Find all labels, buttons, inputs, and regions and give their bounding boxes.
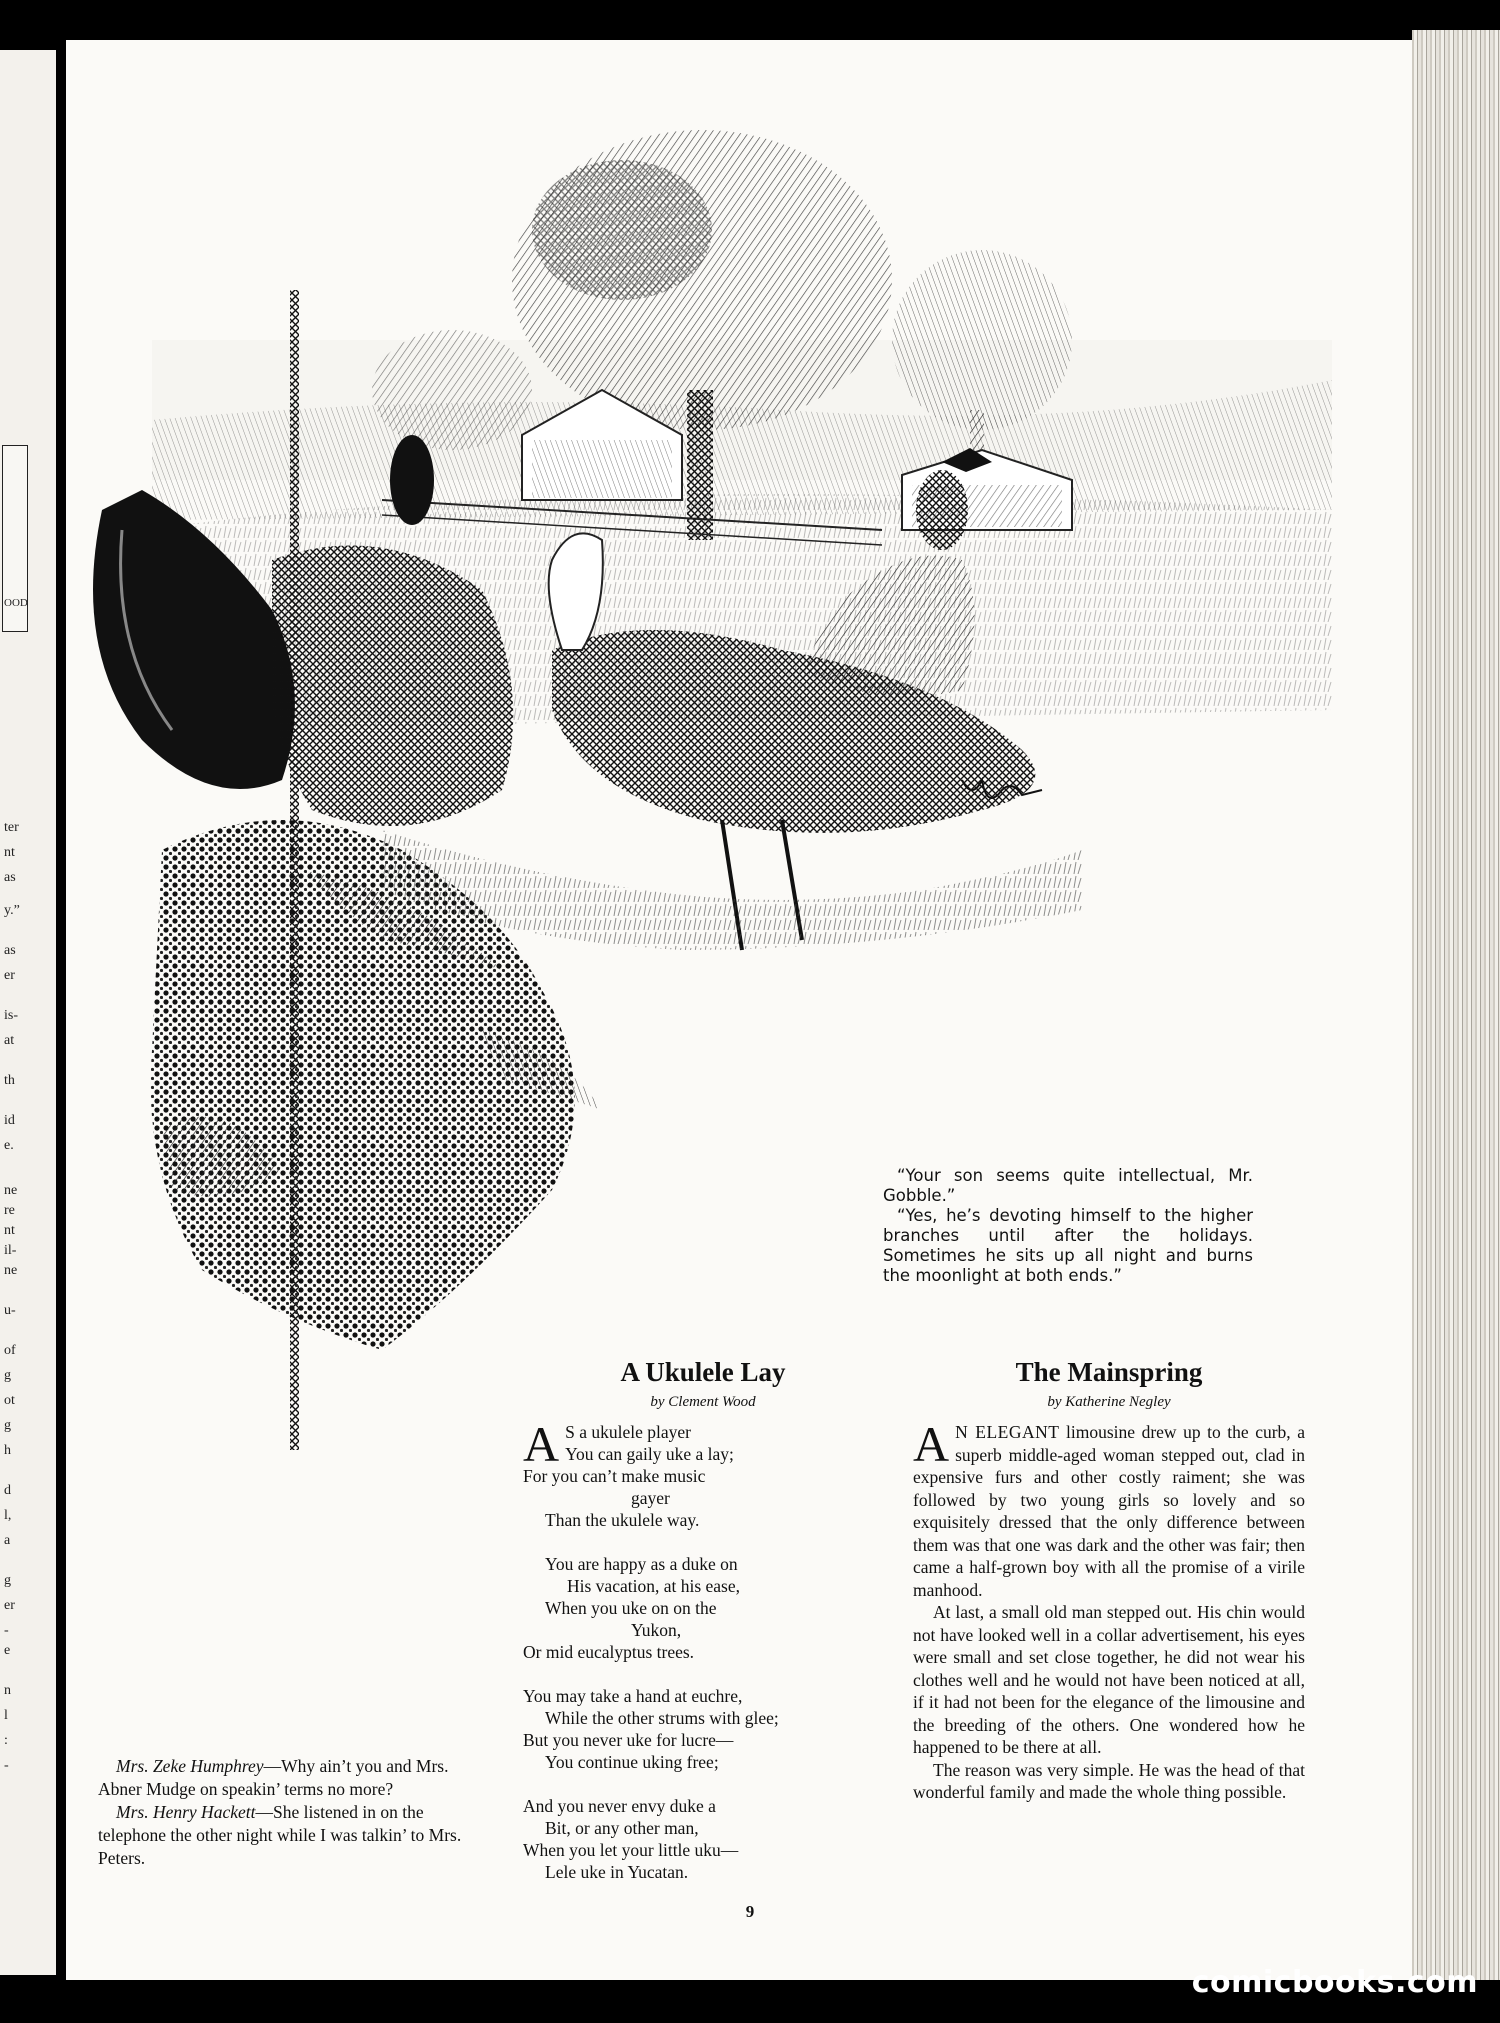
poem-line: S a ukulele player	[565, 1422, 691, 1442]
story-paragraph: A N ELEGANT limousine drew up to the curb, a superb middle-aged woman stepped out, clad in expensive furs and other costly raiment; she was followed by two young girls so lovely and so exquisitely dressed that the only difference between them was that one was dark and the other was fair; then came a half-grown boy with all the promise of a virile manhood.	[913, 1416, 1305, 1600]
page-number: 9	[745, 1902, 755, 1921]
adjacent-page-label: OOD	[4, 597, 28, 609]
poem-line: You continue uking free;	[545, 1752, 719, 1772]
joke-line: Mrs. Henry Hackett—She listened in on the telephone the other night while I was talkin’ to Mrs. Peters.	[98, 1802, 462, 1868]
poem-dropcap: A	[523, 1416, 560, 1472]
poem-line: You are happy as a duke on	[545, 1554, 738, 1574]
adjacent-page-fragment: il-	[4, 1243, 17, 1258]
poem-line: For you can’t make music	[523, 1466, 706, 1486]
speaker-name: Mrs. Henry Hackett	[116, 1802, 256, 1822]
adjacent-page-edge	[0, 50, 56, 1975]
adjacent-page-fragment: d	[4, 1483, 11, 1498]
adjacent-page-fragment: a	[4, 1533, 11, 1548]
poem-line: gayer	[631, 1488, 670, 1508]
adjacent-page-fragment: of	[4, 1343, 16, 1358]
story-paragraph: At last, a small old man stepped out. His chin would not have looked well in a collar advertisement, his eyes were small and set close together, he did not wear his clothes well and he would not have been noticed at all, if it had not been for the elegance of the limousine and the breeding of the others. One wondered how he happened to be there at all.	[913, 1602, 1305, 1757]
adjacent-page-fragment: ne	[4, 1183, 18, 1198]
humphrey-joke-caption	[98, 1755, 486, 1870]
adjacent-page-fragment: is-	[4, 1008, 18, 1023]
joke-line: Mrs. Zeke Humphrey—Why ain’t you and Mrs. Abner Mudge on speakin’ terms no more?	[98, 1756, 449, 1799]
adjacent-page-fragment: at	[4, 1033, 15, 1048]
adjacent-page-fragment: th	[4, 1073, 15, 1088]
adjacent-page-fragment: g	[4, 1368, 11, 1383]
adjacent-page-fragment: n	[4, 1683, 11, 1698]
adjacent-page-fragment: u-	[4, 1303, 16, 1318]
mainspring-story	[913, 1357, 1305, 1804]
story-lead: N ELEGANT	[955, 1422, 1060, 1442]
adjacent-page-fragment: as	[4, 870, 16, 885]
adjacent-page-fragment: l	[4, 1708, 8, 1723]
poem-stanza	[523, 1795, 883, 1883]
site-watermark: comicbooks.com	[1191, 1965, 1478, 2000]
book-page-stack-edge	[1412, 30, 1500, 1980]
story-title: The Mainspring	[1015, 1357, 1203, 1387]
adjacent-page-fragment: ot	[4, 1393, 15, 1408]
adjacent-page-fragment: y.”	[4, 903, 20, 918]
adjacent-page-fragment: h	[4, 1443, 11, 1458]
poem-line: Bit, or any other man,	[545, 1818, 699, 1838]
adjacent-page-fragment: g	[4, 1418, 11, 1433]
story-dropcap: A	[913, 1416, 950, 1472]
poem-line: His vacation, at his ease,	[567, 1576, 741, 1596]
adjacent-page-fragment: :	[4, 1733, 8, 1748]
adjacent-page-fragment: as	[4, 943, 16, 958]
story-paragraph: The reason was very simple. He was the head of that wonderful family and made the whole thing possible.	[913, 1759, 1305, 1802]
poem-line: Yukon,	[631, 1620, 682, 1640]
adjacent-page-fragment: re	[4, 1203, 15, 1218]
adjacent-page-fragment: -	[4, 1758, 9, 1773]
adjacent-page-fragment: er	[4, 968, 15, 983]
adjacent-page-fragment: ter	[4, 820, 19, 835]
gobble-joke-line: “Yes, he’s devoting himself to the higher branches until after the holidays. Sometimes he sits up all night and burns the moonlight at both ends.”	[883, 1206, 1253, 1285]
adjacent-page-fragment: nt	[4, 1223, 15, 1238]
poem-stanza	[523, 1553, 883, 1663]
poem-stanza	[523, 1685, 883, 1773]
gobble-joke-caption	[883, 1166, 1253, 1286]
adjacent-page-fragment: g	[4, 1573, 11, 1588]
gobble-joke-line: “Your son seems quite intellectual, Mr. Gobble.”	[883, 1166, 1253, 1205]
adjacent-page-fragment: ne	[4, 1263, 18, 1278]
poem-line: Or mid eucalyptus trees.	[523, 1642, 695, 1662]
adjacent-page-fragment: nt	[4, 845, 15, 860]
poem-title: A Ukulele Lay	[620, 1357, 786, 1387]
poem-stanza	[523, 1416, 883, 1531]
adjacent-page-fragment: -	[4, 1623, 9, 1638]
poem-line: When you let your little uku—	[523, 1840, 739, 1860]
poem-line: While the other strums with glee;	[545, 1708, 779, 1728]
adjacent-page-fragment: l,	[4, 1508, 12, 1523]
poem-line: You can gaily uke a lay;	[565, 1444, 734, 1464]
poem-line: Lele uke in Yucatan.	[545, 1862, 689, 1882]
adjacent-page-fragment: e	[4, 1643, 11, 1658]
poem-byline: by Clement Wood	[650, 1394, 756, 1410]
story-byline: by Katherine Negley	[1047, 1394, 1171, 1410]
poem-line: When you uke on on the	[545, 1598, 717, 1618]
speaker-name: Mrs. Zeke Humphrey	[116, 1756, 264, 1776]
poem-line: And you never envy duke a	[523, 1796, 716, 1816]
adjacent-page-fragment: e.	[4, 1138, 14, 1153]
ukulele-poem	[523, 1357, 883, 1905]
adjacent-page-fragment: id	[4, 1113, 15, 1128]
poem-line: You may take a hand at euchre,	[523, 1686, 743, 1706]
poem-line: But you never uke for lucre—	[523, 1730, 734, 1750]
story-body	[913, 1416, 1305, 1804]
adjacent-page-fragment: er	[4, 1598, 15, 1613]
poem-line: Than the ukulele way.	[545, 1510, 700, 1530]
